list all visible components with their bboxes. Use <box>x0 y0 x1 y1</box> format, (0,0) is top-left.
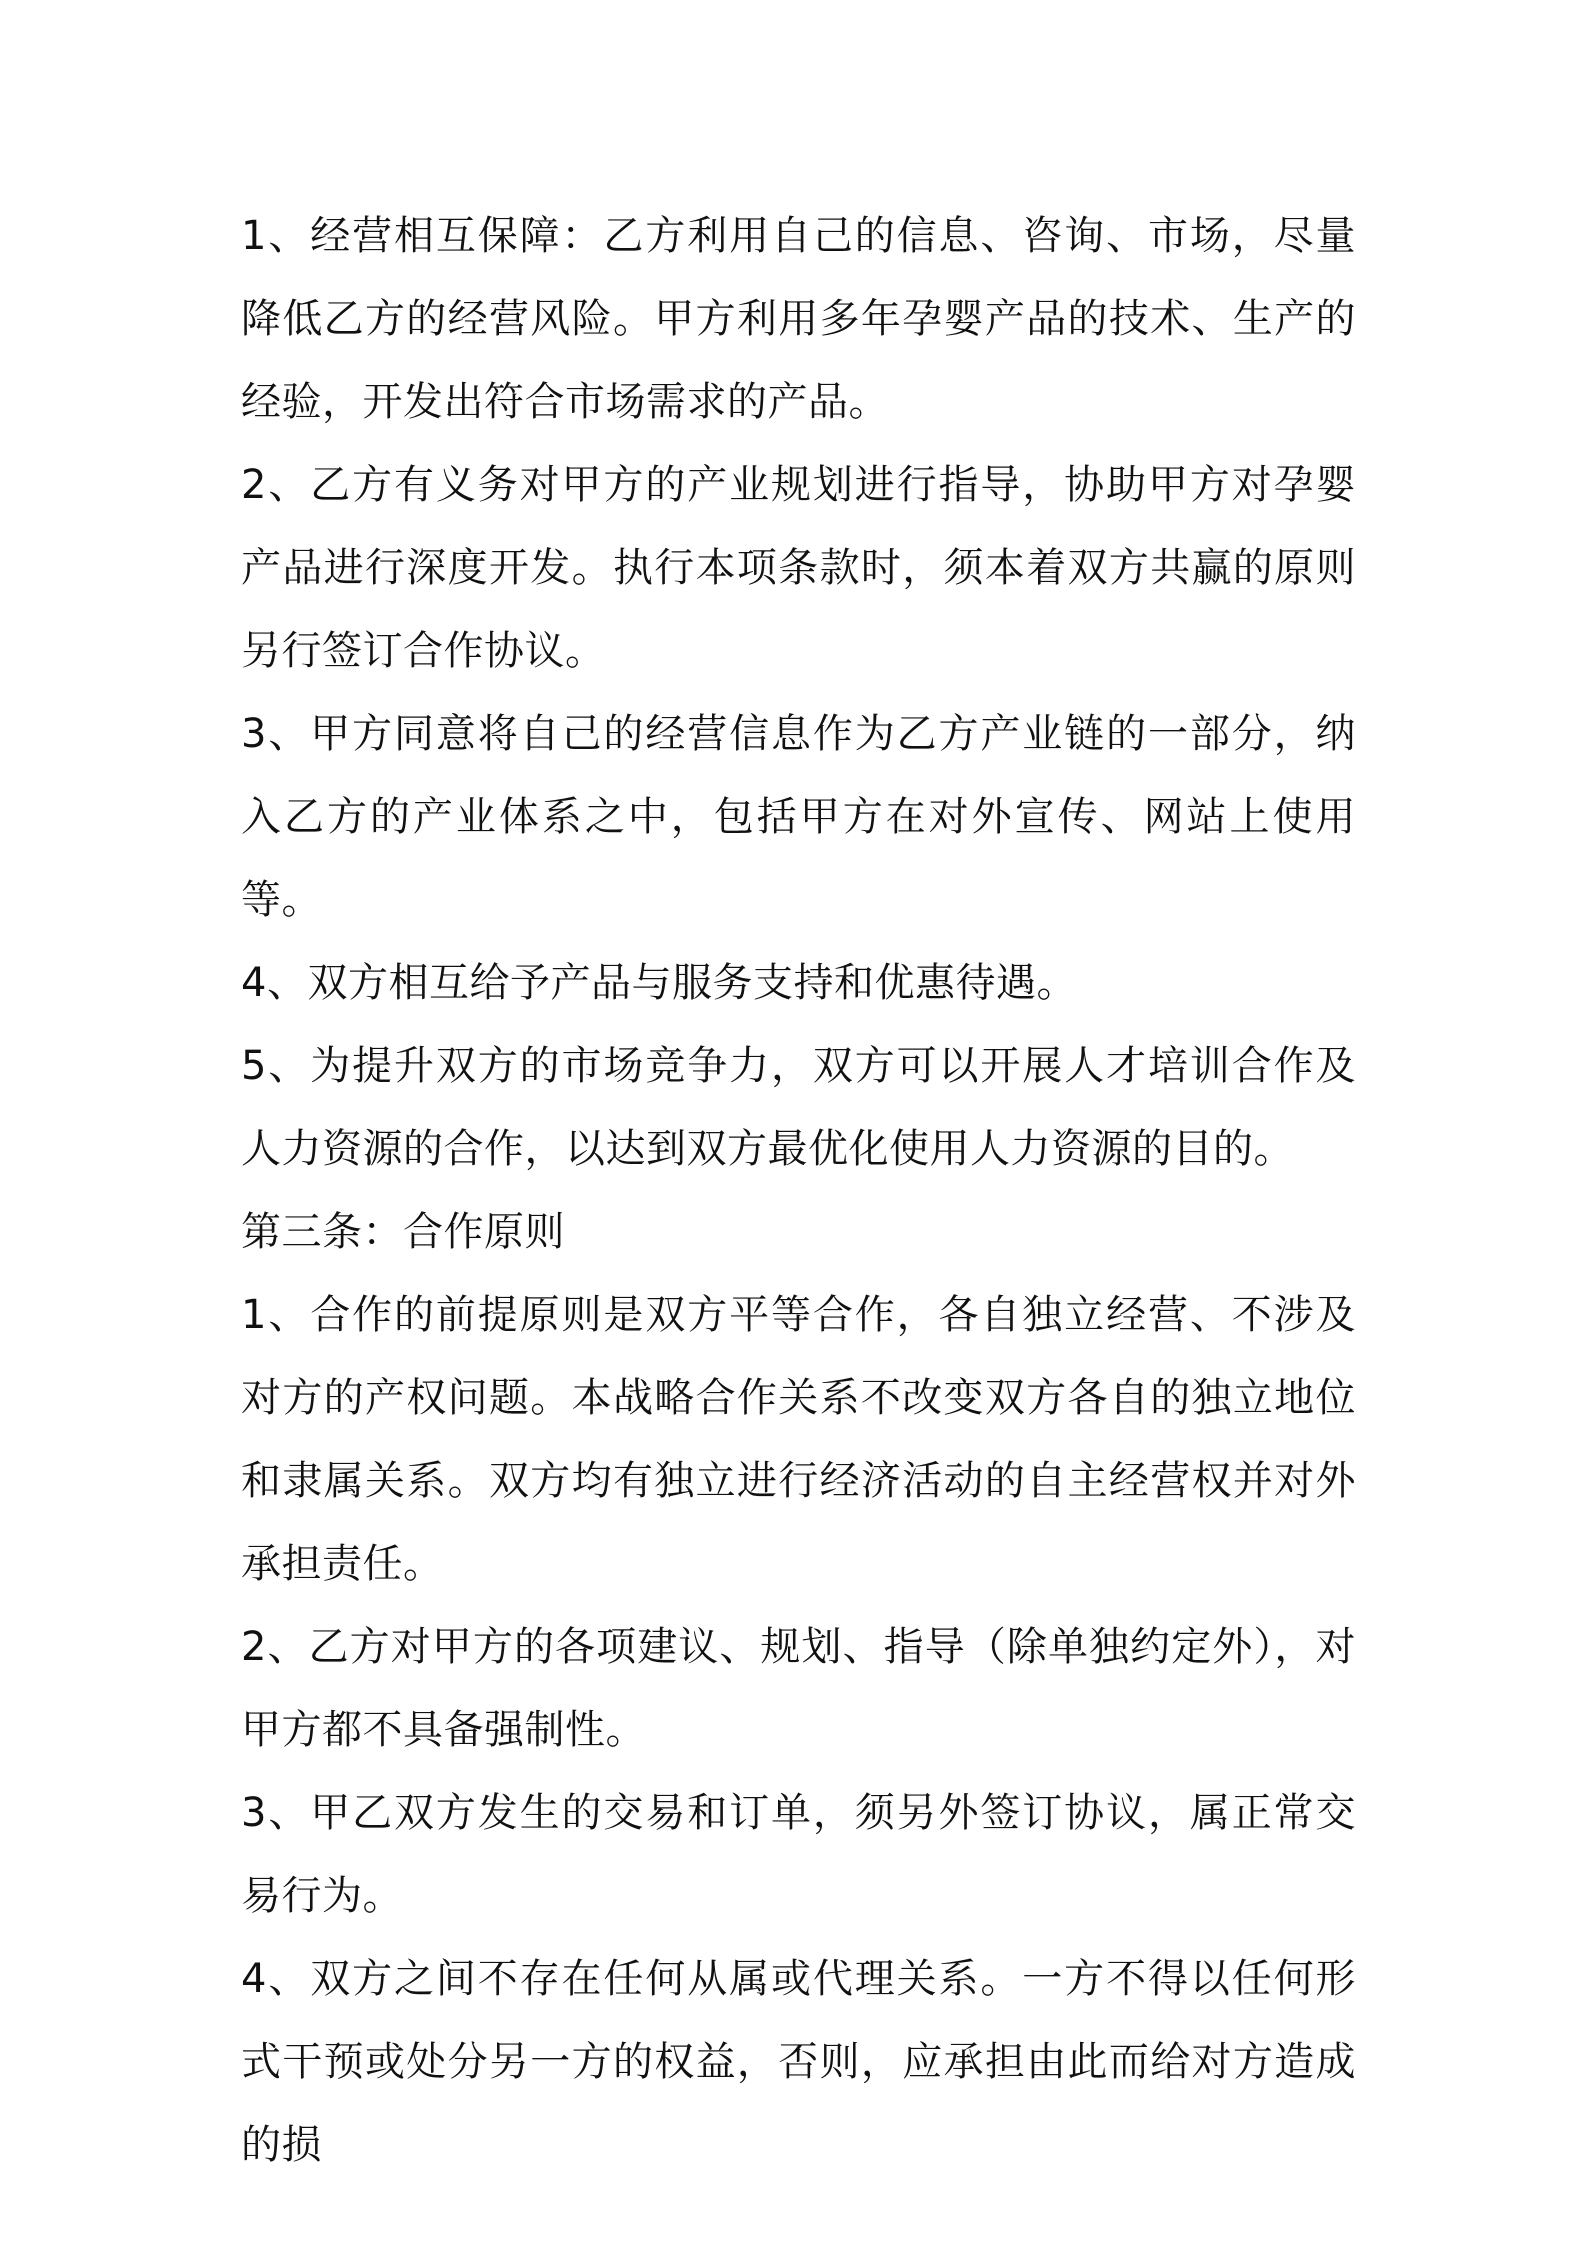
clause-paragraph: 3、甲乙双方发生的交易和订单，须另外签订协议，属正常交易行为。 <box>241 1790 1356 1919</box>
clause-paragraph: 3、甲方同意将自己的经营信息作为乙方产业链的一部分，纳入乙方的产业体系之中，包括甲方在对外宣传、网站上使用等。 <box>241 711 1356 923</box>
section-heading: 第三条：合作原则 <box>241 1209 565 1255</box>
clause-paragraph: 4、双方之间不存在任何从属或代理关系。一方不得以任何形式干预或处分另一方的权益，否则，应承担由此而给对方造成的损 <box>241 1956 1356 2168</box>
clause-paragraph: 4、双方相互给予产品与服务支持和优惠待遇。 <box>241 960 1077 1006</box>
clause-paragraph: 5、为提升双方的市场竞争力，双方可以开展人才培训合作及人力资源的合作，以达到双方最优化使用人力资源的目的。 <box>241 1043 1356 1172</box>
clause-paragraph: 2、乙方对甲方的各项建议、规划、指导（除单独约定外），对甲方都不具备强制性。 <box>241 1624 1356 1753</box>
document-body <box>241 195 1356 2187</box>
clause-paragraph: 2、乙方有义务对甲方的产业规划进行指导，协助甲方对孕婴产品进行深度开发。执行本项条款时，须本着双方共赢的原则另行签订合作协议。 <box>241 462 1356 674</box>
clause-paragraph: 1、经营相互保障：乙方利用自己的信息、咨询、市场，尽量降低乙方的经营风险。甲方利用多年孕婴产品的技术、生产的经验，开发出符合市场需求的产品。 <box>241 213 1356 425</box>
clause-paragraph: 1、合作的前提原则是双方平等合作，各自独立经营、不涉及对方的产权问题。本战略合作关系不改变双方各自的独立地位和隶属关系。双方均有独立进行经济活动的自主经营权并对外承担责任。 <box>241 1292 1356 1587</box>
